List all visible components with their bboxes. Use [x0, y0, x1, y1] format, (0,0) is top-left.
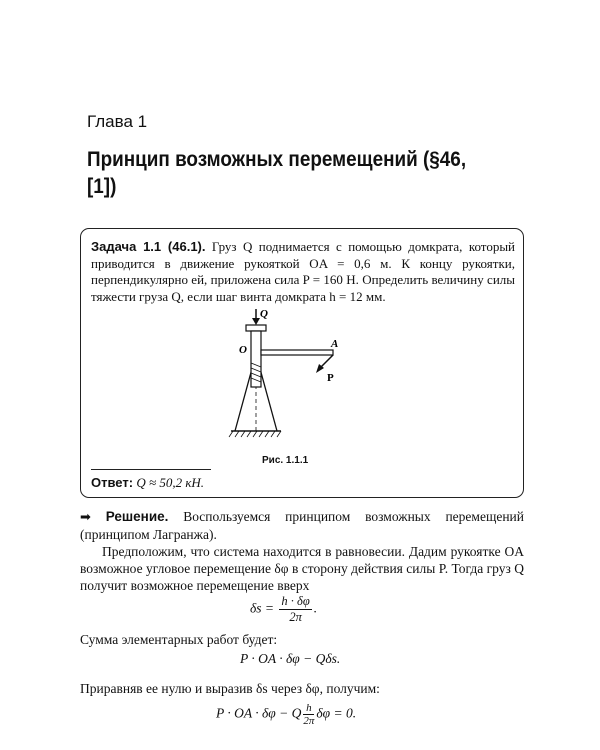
formula-delta-s-lhs: δs = — [250, 600, 275, 616]
solution-intro-text: Воспользуемся принципом возможных перемещений (принципом Лагранжа). — [80, 509, 525, 542]
jack-leg-left — [235, 365, 253, 431]
formula-delta-s — [250, 594, 317, 625]
formula-equilibrium-denominator: 2π — [303, 715, 315, 727]
formula-equilibrium — [216, 702, 356, 727]
solution-intro — [80, 508, 524, 543]
answer-value: Q ≈ 50,2 кН. — [136, 475, 205, 490]
solution-head: Решение. — [105, 509, 169, 524]
formula-work-sum: P · OA · δφ − Qδs. — [240, 651, 341, 666]
problem-text: Груз Q поднимается с помощью домкрата, который приводится в движение рукояткой OA = 0,6 м. К концу рукоятки, перпендикулярно ей, приложена сила P = 160 Н. Определить величину силы тяжести груза Q, если шаг винта домкрата h = 12 мм. — [91, 239, 516, 304]
answer-label: Ответ: — [91, 475, 134, 490]
jack-leg-right — [259, 365, 277, 431]
handle-oa — [261, 350, 333, 355]
ground-hatching — [229, 431, 281, 437]
answer — [91, 475, 204, 491]
solution-paragraph-3: Приравняв ее нулю и выразив δs через δφ, получим: — [80, 681, 380, 696]
label-a: A — [331, 338, 339, 350]
label-q: Q — [260, 308, 268, 320]
formula-equilibrium-left: P · OA · δφ − Q — [216, 705, 302, 721]
arrow-icon: ➡ — [80, 510, 91, 525]
problem-head: Задача 1.1 (46.1). — [91, 239, 206, 254]
chapter-title: Принцип возможных перемещений (§46, [1]) — [87, 148, 467, 198]
formula-delta-s-denominator: 2π — [289, 610, 302, 624]
formula-equilibrium-numerator: h — [303, 702, 314, 715]
formula-delta-s-numerator: h · δφ — [281, 594, 310, 608]
solution-paragraph-1: Предположим, что система находится в равновесии. Дадим рукоятке OA возможное угловое перемещение δφ в сторону действия силы P. Тогда груз Q получит возможное перемещение вверх — [80, 544, 524, 593]
formula-equilibrium-fraction — [303, 702, 314, 727]
formula-delta-s-fraction — [279, 594, 311, 625]
chapter-label: Глава 1 — [87, 112, 148, 131]
figure-caption: Рис. 1.1.1 — [262, 455, 309, 466]
problem-box — [80, 228, 524, 498]
label-o: O — [239, 344, 247, 356]
load-plate — [246, 325, 266, 331]
solution-paragraph-2: Сумма элементарных работ будет: — [80, 632, 278, 647]
problem-statement — [91, 239, 515, 305]
jack-figure — [221, 307, 381, 447]
formula-delta-s-end: . — [313, 600, 318, 616]
label-p: P — [327, 372, 334, 384]
formula-equilibrium-right: δφ = 0. — [316, 705, 357, 721]
answer-divider — [91, 469, 211, 470]
